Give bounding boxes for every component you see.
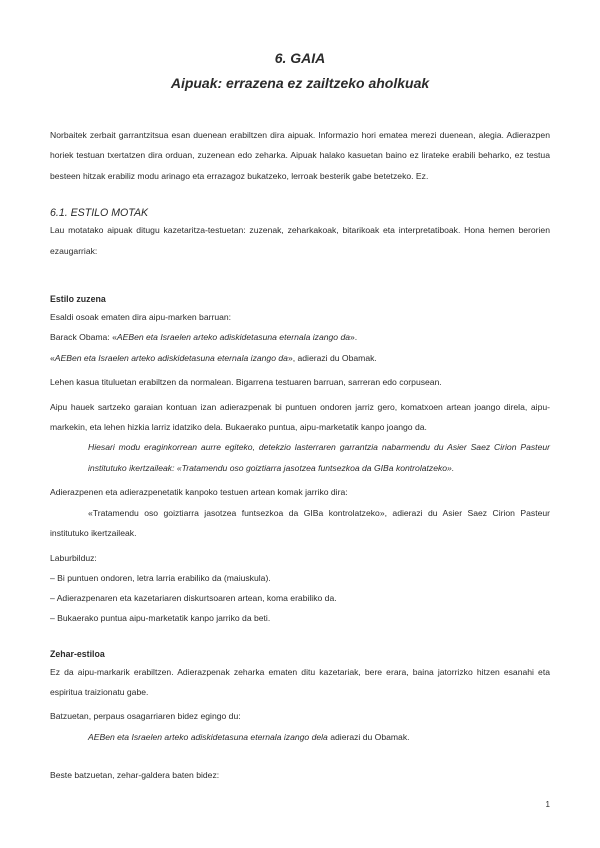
example-prefix: « (50, 352, 55, 363)
chapter-subtitle: Aipuak: errazena ez zailtzeko aholkuak (170, 75, 430, 91)
example-suffix: ». (350, 332, 358, 343)
zuzena-example-1 (50, 327, 550, 347)
example-suffix: », adierazi du Obamak. (287, 352, 377, 363)
list-item: – Bukaerako puntua aipu-marketatik kanpo jarriko da beti. (50, 612, 271, 623)
zuzena-paragraph-3: Aipu hauek sartzeko garaian kontuan izan adierazpenak bi puntuen ondoren jarriz gero, komatxoen artean joango direla, aipu-markekin, eta lehen hizkia larriz idatziko dela. Bukaerako puntua, aipu-marketatik kanpo joango da. (50, 401, 550, 433)
example-quote: AEBen eta Israelen arteko adiskidetasuna eternala izango da (116, 332, 351, 343)
intro-paragraph: Norbaitek zerbait garrantzitsua esan duenean erabiltzen dira aipuak. Informazio hori ematea merezi duenean, alegia. Adierazpen horiek testuan txertatzen dira orduan, zuzenean edo zeharka. Aipuak halako kasuetan baino ez lirateke erabili beharko, ez testua besteen hitzak erabiliz modu arinago eta errazagoz bukatzeko, lerroak besterik gabe betetzeko. Ez. (50, 130, 550, 181)
zuzena-paragraph-4: Adierazpenen eta adierazpenetatik kanpoko testuen artean komak jarriko dira: (50, 487, 348, 498)
zuzena-paragraph-2: Lehen kasua tituluetan erabiltzen da normalean. Bigarrena testuaren barruan, sarreran edo corpusean. (50, 377, 442, 388)
zuzena-example-2 (50, 348, 550, 368)
zuzena-paragraph-1: Esaldi osoak ematen dira aipu-marken barruan: (50, 312, 232, 323)
summary-title: Laburbilduz: (50, 552, 97, 563)
example-prefix: Barack Obama: « (50, 332, 117, 343)
subsection-heading-zuzena: Estilo zuzena (50, 294, 106, 305)
zehar-paragraph-1: Ez da aipu-markarik erabiltzen. Adierazpenak zeharka ematen ditu kazetariak, bere erara, baina jatorrizko hitzen esanahi eta espiritua traizionatu gabe. (50, 666, 550, 697)
section-heading: 6.1. ESTILO MOTAK (50, 207, 149, 220)
zehar-paragraph-3: Beste batzuetan, zehar-galdera baten bidez: (50, 770, 220, 781)
list-item: – Bi puntuen ondoren, letra larria erabiliko da (maiuskula). (50, 572, 271, 583)
zuzena-example-3: Hiesari modu eraginkorrean aurre egiteko, detekzio lasterraren garrantzia nabarmendu du Asier Saez Cirion Pasteur institutuko ikertzaileak: «Tratamendu oso goiztiarra jasotzea funtsezkoa da GIBa kontrolatzeko». (88, 442, 550, 473)
summary-block (50, 548, 550, 628)
zuzena-example-4: «Tratamendu oso goiztiarra jasotzea funtsezkoa da GIBa kontrolatzeko», adierazi du Asier Saez Cirion Pasteur institutuko ikertzaileak. (50, 507, 550, 539)
zehar-paragraph-2: Batzuetan, perpaus osagarriaren bidez egingo du: (50, 711, 241, 722)
example-quote: AEBen eta Israelen arteko adiskidetasuna eternala izango dela (88, 731, 328, 742)
section-intro: Lau motatako aipuak ditugu kazetaritza-testuetan: zuzenak, zeharkakoak, bitarikoak eta interpretatiboak. Hona hemen berorien ezaugarriak: (50, 225, 550, 256)
zehar-example-1 (50, 727, 550, 747)
chapter-title: 6. GAIA (274, 50, 326, 66)
list-item: – Adierazpenaren eta kazetariaren diskurtsoaren artean, koma erabiliko da. (50, 592, 337, 603)
page-number: 1 (545, 800, 550, 809)
subsection-heading-zehar: Zehar-estiloa (50, 648, 105, 659)
example-quote: AEBen eta Israelen arteko adiskidetasuna eternala izango da (54, 352, 288, 363)
example-suffix: adierazi du Obamak. (327, 731, 410, 742)
